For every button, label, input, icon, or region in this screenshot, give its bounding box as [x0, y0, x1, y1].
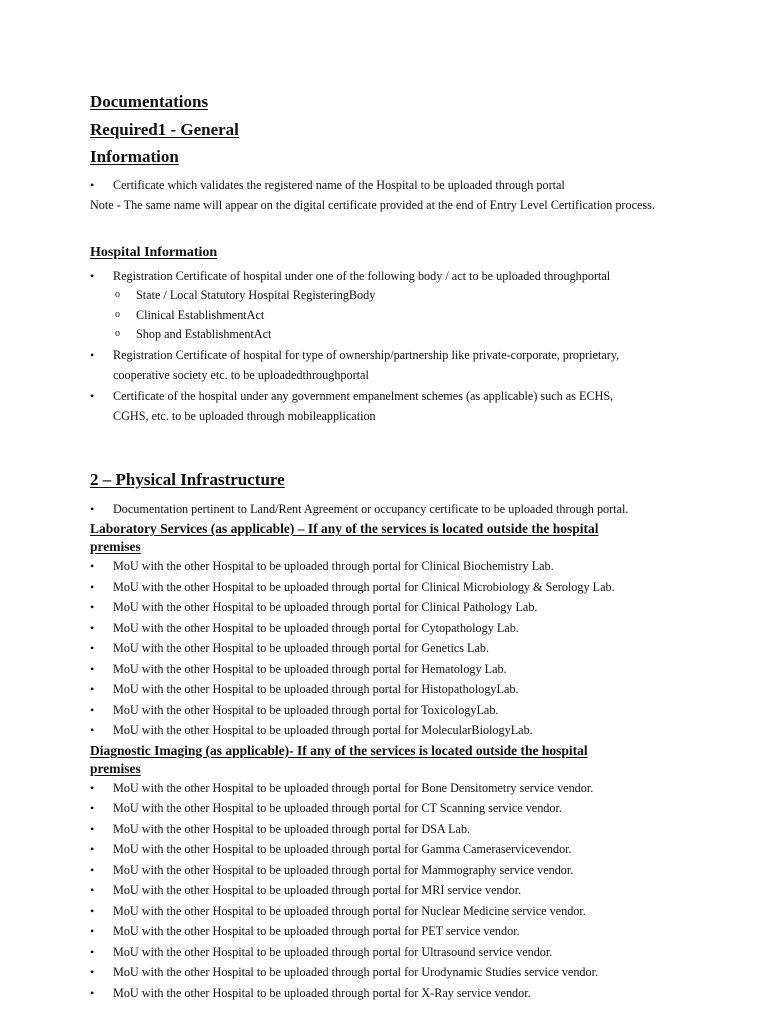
section-number: 2	[90, 469, 99, 489]
list-item: • MoU with the other Hospital to be uploaded through portal for HistopathologyLab.	[90, 679, 710, 700]
list-item: • MoU with the other Hospital to be uploaded through portal for X-Ray service vendor.	[90, 983, 710, 1004]
title-line: Documentations	[90, 92, 209, 111]
heading-line: Laboratory Services (as applicable) – If any of the services is located outside the hospital	[90, 521, 599, 536]
title-line: Information	[90, 147, 179, 166]
list-item: • MoU with the other Hospital to be uploaded through portal for DSA Lab.	[90, 819, 710, 840]
laboratory-services-list	[90, 556, 710, 741]
list-item: • MoU with the other Hospital to be uploaded through portal for Genetics Lab.	[90, 638, 710, 659]
list-item-line: • Certificate of the hospital under any government empanelment schemes (as applicable) such as ECHS,	[113, 388, 614, 403]
diagnostic-imaging-heading	[90, 742, 710, 778]
list-item: • MoU with the other Hospital to be uploaded through portal for Urodynamic Studies service vendor.	[90, 962, 710, 983]
list-item-line: cooperative society etc. to be uploadedthroughportal	[113, 368, 369, 382]
heading-line: Diagnostic Imaging (as applicable)- If any of the services is located outside the hospital	[90, 742, 588, 758]
sub-list-item: o State / Local Statutory Hospital RegisteringBody	[90, 286, 710, 306]
registration-body-sublist	[90, 286, 710, 345]
list-item: • MoU with the other Hospital to be uploaded through portal for Nuclear Medicine service vendor.	[90, 901, 710, 922]
list-item-line: • Registration Certificate of hospital for type of ownership/partnership like private-corporate, proprietary,	[113, 347, 620, 362]
diagnostic-imaging-list	[90, 778, 710, 1004]
hospital-information-heading: Hospital Information	[90, 244, 218, 260]
sub-list-item: o Shop and EstablishmentAct	[90, 325, 710, 345]
list-item: • MoU with the other Hospital to be uploaded through portal for PET service vendor.	[90, 921, 710, 942]
list-item: • MoU with the other Hospital to be uploaded through portal for Clinical Biochemistry Lab.	[90, 556, 710, 577]
document-title	[90, 88, 710, 171]
heading-line: premises	[90, 539, 141, 554]
list-item: • MoU with the other Hospital to be uploaded through portal for Mammography service vendor.	[90, 860, 710, 881]
list-item: • MoU with the other Hospital to be uploaded through portal for Hematology Lab.	[90, 659, 710, 680]
list-item	[90, 345, 710, 386]
list-item: • Certificate which validates the registered name of the Hospital to be uploaded through portal	[90, 175, 710, 196]
list-item: • MoU with the other Hospital to be uploaded through portal for Clinical Microbiology & Serology Lab.	[90, 577, 710, 598]
list-item: • MoU with the other Hospital to be uploaded through portal for Clinical Pathology Lab.	[90, 597, 710, 618]
laboratory-services-heading	[90, 520, 710, 556]
list-item-line: CGHS, etc. to be uploaded through mobileapplication	[113, 409, 376, 423]
list-item: • Documentation pertinent to Land/Rent Agreement or occupancy certificate to be uploaded through portal.	[90, 499, 710, 520]
list-item: • MoU with the other Hospital to be uploaded through portal for Bone Densitometry service vendor.	[90, 778, 710, 799]
list-item: • MoU with the other Hospital to be uploaded through portal for ToxicologyLab.	[90, 700, 710, 721]
title-line: Required1 - General	[90, 119, 239, 139]
list-item: • Registration Certificate of hospital under one of the following body / act to be uploaded throughportal	[90, 266, 710, 287]
intro-note: Note - The same name will appear on the digital certificate provided at the end of Entry Level Certification process.	[90, 198, 655, 212]
list-item: • MoU with the other Hospital to be uploaded through portal for Ultrasound service vendor.	[90, 942, 710, 963]
list-item: • MoU with the other Hospital to be uploaded through portal for Gamma Cameraservicevendor.	[90, 839, 710, 860]
hospital-information-list-cont	[90, 345, 710, 427]
hospital-information-list	[90, 266, 710, 287]
list-item: • MoU with the other Hospital to be uploaded through portal for CT Scanning service vendor.	[90, 798, 710, 819]
list-item: • MoU with the other Hospital to be uploaded through portal for MolecularBiologyLab.	[90, 720, 710, 741]
sub-list-item: o Clinical EstablishmentAct	[90, 306, 710, 326]
list-item: • MoU with the other Hospital to be uploaded through portal for Cytopathology Lab.	[90, 618, 710, 639]
physical-infrastructure-list	[90, 499, 710, 520]
document-page	[90, 88, 710, 1003]
intro-list	[90, 175, 710, 196]
list-item: • MoU with the other Hospital to be uploaded through portal for MRI service vendor.	[90, 880, 710, 901]
physical-infrastructure-heading	[90, 467, 710, 493]
heading-line: premises	[90, 760, 141, 776]
list-item	[90, 386, 710, 427]
section-title: – Physical Infrastructure	[98, 469, 285, 489]
